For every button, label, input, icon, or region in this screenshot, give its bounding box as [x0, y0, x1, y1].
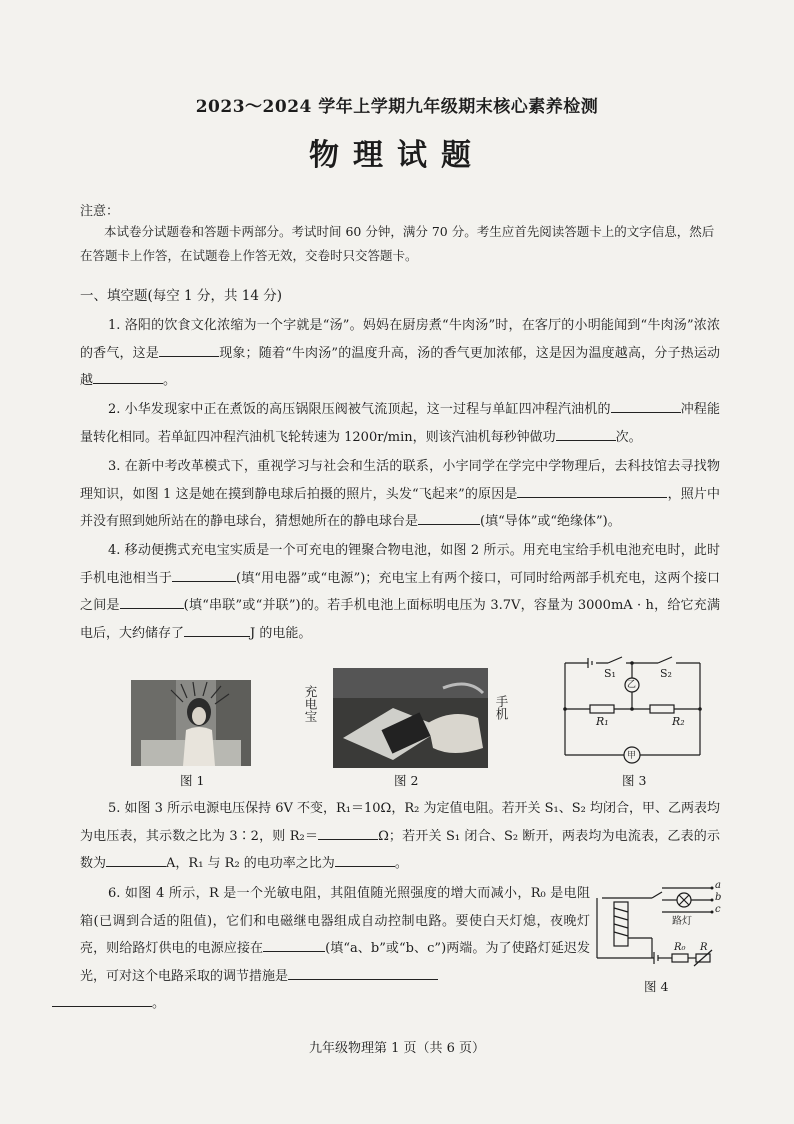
answer-blank[interactable] [93, 367, 163, 384]
resistor-r1-label: R₁ [596, 715, 609, 728]
figure-1-photo [131, 680, 251, 766]
question-5 [80, 795, 720, 878]
q1-text-c: 。 [163, 373, 177, 388]
question-1 [80, 312, 720, 395]
figure-3-caption: 图 3 [622, 773, 647, 788]
figure-1-image [131, 680, 251, 766]
q5-text-a: 5. 如图 3 所示电源电压保持 6V 不变，R₁＝10Ω，R₂ 为定值电阻。若开关 S₁、S₂ 均闭合，甲、乙两表均为电压表，其示数之比为 3∶2，则 R₂＝ [80, 801, 720, 844]
question-2 [80, 396, 720, 451]
answer-blank[interactable] [556, 424, 616, 441]
q5-text-d: 。 [394, 856, 408, 871]
terminal-a-label: a [715, 880, 721, 891]
q4-text-d: J 的电能。 [250, 625, 312, 641]
answer-blank[interactable] [184, 620, 250, 637]
exam-title: 2023～2024 学年上学期九年级期末核心素养检测 [195, 97, 599, 117]
figure-2-photo [333, 668, 488, 768]
answer-blank[interactable] [517, 481, 667, 498]
answer-blank[interactable] [172, 565, 236, 582]
meter-yi-label: 乙 [627, 680, 637, 690]
answer-blank[interactable] [106, 850, 166, 867]
answer-blank[interactable] [418, 508, 480, 525]
figure-4-circuit [592, 878, 722, 993]
switch-s1-label: S₁ [604, 667, 616, 680]
notice-label: 注意： [80, 204, 120, 219]
terminal-b-label: b [715, 892, 722, 903]
q2-text-b: 冲程能量转化相同。若单缸四冲程汽油机飞轮转速为 1200r/min，则该汽油机每秒钟做功 [80, 402, 720, 445]
q1-text-a: 1. 洛阳的饮食文化浓缩为一个字就是“汤”。妈妈在厨房煮“牛肉汤”时，在客厅的小明能闻到“牛肉汤”浓浓的香气，这是 [80, 318, 720, 361]
meter-jia-label: 甲 [627, 751, 637, 761]
figure-2-left-label: 充电宝 [303, 685, 318, 723]
switch-s2-label: S₂ [660, 667, 672, 680]
answer-blank[interactable] [159, 340, 219, 357]
answer-blank[interactable] [120, 592, 184, 609]
figure-4-caption: 图 4 [644, 979, 669, 994]
question-4 [80, 537, 720, 647]
answer-blank[interactable] [288, 963, 438, 980]
q5-text-c: A，R₁ 与 R₂ 的电功率之比为 [166, 856, 335, 871]
figure-2-caption: 图 2 [394, 773, 419, 788]
q2-text-c: 次。 [615, 429, 642, 445]
q6-text-b: (填“a、b”或“b、c”)两端。为了使路灯延迟发光，可对这个电路采取的调节措施是 [80, 941, 590, 984]
q1-text-b: 现象；随着“牛肉汤”的温度升高，汤的香气更加浓郁，这是因为温度越高，分子热运动越 [80, 345, 720, 388]
figure-1-caption: 图 1 [180, 773, 205, 788]
terminal-c-label: c [715, 904, 721, 915]
q6-text-c: 。 [152, 996, 166, 1011]
subject-title: 物理试题 [309, 138, 485, 173]
q3-text-a: 3. 在新中考改革模式下，重视学习与社会和生活的联系，小宇同学在学完中学物理后，去科技馆去寻找物理知识，如图 1 这是她在摸到静电球后拍摄的照片，头发“飞起来”的原因是 [80, 459, 720, 502]
figure-3-circuit [560, 655, 710, 770]
q4-text-c: (填“串联”或“并联”)的。若手机电池上面标明电压为 3.7V，容量为 3000mA · h，给它充满电后，大约储存了 [80, 598, 720, 641]
q3-text-c: (填“导体”或“绝缘体”)。 [480, 514, 621, 529]
figure-2-right-label: 手机 [494, 695, 509, 720]
answer-blank[interactable] [335, 850, 395, 867]
q4-text-a: 4. 移动便携式充电宝实质是一个可充电的锂聚合物电池，如图 2 所示。用充电宝给手机电池充电时，此时手机电池相当于 [80, 543, 720, 586]
section-title: 一、填空题(每空 1 分，共 14 分) [80, 288, 282, 304]
answer-blank[interactable] [52, 990, 152, 1007]
street-lamp-label: 路灯 [672, 916, 692, 927]
figure-2-image [333, 668, 488, 768]
resistor-r0-label: R₀ [674, 942, 686, 953]
q2-text-a: 2. 小华发现家中正在煮饭的高压锅限压阀被气流顶起，这一过程与单缸四冲程汽油机的 [108, 402, 611, 417]
q4-text-b: (填“用电器”或“电源”)；充电宝上有两个接口，可同时给两部手机充电，这两个接口之间是 [80, 570, 720, 613]
q6-text-a: 6. 如图 4 所示，R 是一个光敏电阻，其阻值随光照强度的增大而减小，R₀ 是电阻箱(已调到合适的阻值)，它们和电磁继电器组成自动控制电路。要使白天灯熄，夜晚灯亮，则给路灯供电的电源应接在 [80, 886, 590, 956]
resistor-r2-label: R₂ [672, 715, 685, 728]
question-6 [80, 880, 590, 1018]
answer-blank[interactable] [263, 935, 325, 952]
q5-text-b: Ω；若开关 S₁ 闭合、S₂ 断开，两表均为电流表，乙表的示数为 [80, 828, 720, 871]
answer-blank[interactable] [611, 396, 681, 413]
page-footer: 九年级物理第 1 页（共 6 页） [308, 1041, 486, 1056]
resistor-r-label: R [700, 942, 708, 953]
answer-blank[interactable] [318, 823, 378, 840]
q3-text-b: ，照片中并没有照到她所站在的静电球台，猜想她所在的静电球台是 [80, 486, 720, 529]
notice-text: 本试卷分试题卷和答题卡两部分。考试时间 60 分钟，满分 70 分。考生应首先阅读答题卡上的文字信息，然后在答题卡上作答，在试题卷上作答无效，交卷时只交答题卡。 [80, 224, 715, 263]
question-3 [80, 453, 720, 536]
figure-4-diagram [592, 878, 722, 973]
